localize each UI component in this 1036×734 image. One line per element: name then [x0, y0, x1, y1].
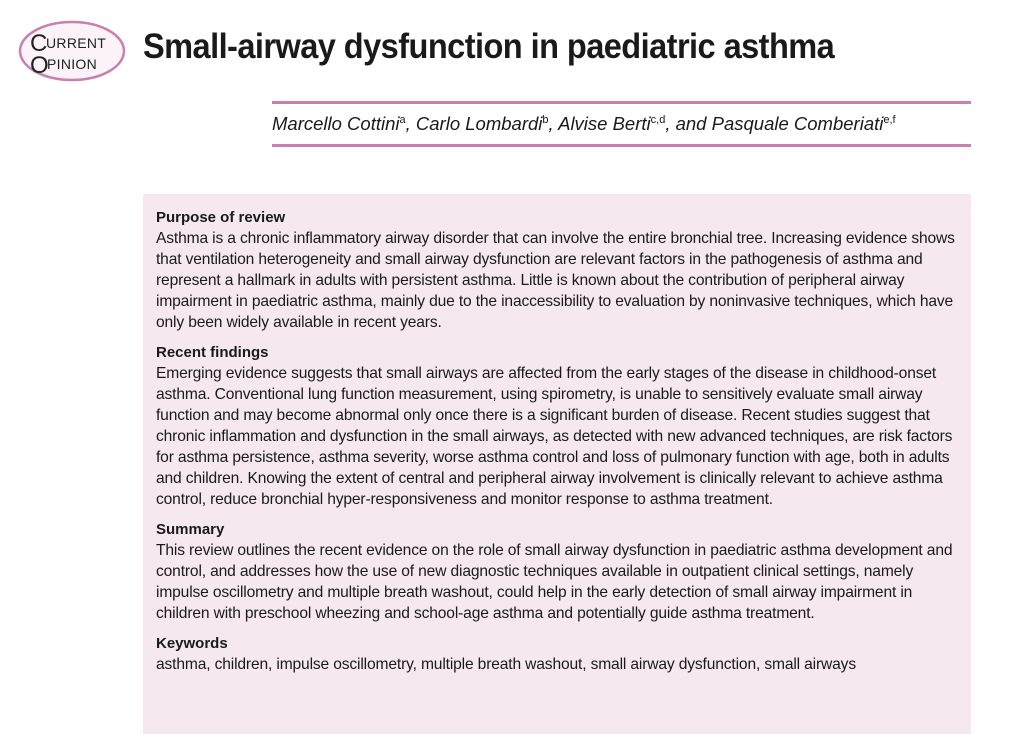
journal-logo-mark: [18, 20, 126, 82]
logo-line2: PINION: [47, 56, 98, 72]
authors-block: [272, 101, 971, 147]
author[interactable]: Alvise Berti$^{c,d}$: [558, 113, 666, 134]
author-list: Marcello Cottini$^a$, Carlo Lombardi$^b$, Alvise Berti$^{c,d}$, and Pasquale Comberiati$^{e,f}$: [272, 113, 896, 134]
logo-initial-c: C: [30, 30, 48, 57]
logo-initial-o: O: [30, 52, 49, 79]
keywords-text: asthma, children, impulse oscillometry, multiple breath washout, small airway dysfunction, small airways: [156, 656, 856, 673]
author[interactable]: Marcello Cottini$^a$: [272, 113, 406, 134]
findings-text: Emerging evidence suggests that small airways are affected from the early stages of the disease in childhood-onset asthma. Conventional lung function measurement, using spirometry, is unable to sensitively evaluate small airway function and may become abnormal only once there is a significant burden of disease. Recent studies suggest that chronic inflammation and dysfunction in the small airways, as detected with new advanced techniques, are risk factors for asthma persistence, asthma severity, worse asthma control and loss of pulmonary function with age, both in adults and children. Knowing the extent of central and peripheral airway involvement is clinically relevant to achieve asthma control, reduce bronchial hyper-responsiveness and monitor response to asthma treatment.: [156, 365, 953, 508]
journal-logo: [18, 20, 126, 82]
author[interactable]: Pasquale Comberiati$^{e,f}$: [711, 113, 896, 134]
keywords-heading: Keywords: [156, 635, 228, 652]
purpose-text: Asthma is a chronic inflammatory airway disorder that can involve the entire bronchial tree. Increasing evidence shows that ventilation heterogeneity and small airway dysfunction are relevant factors in the pathogenesis of asthma and represent a hallmark in adults with persistent asthma. Little is known about the contribution of peripheral airway impairment in paediatric asthma, mainly due to the inaccessibility to evaluation by noninvasive techniques, which have only been widely available in recent years.: [156, 230, 955, 331]
summary-heading: Summary: [156, 521, 225, 538]
keywords-section: [156, 634, 959, 675]
article-title: Small-airway dysfunction in paediatric asthma: [143, 27, 835, 66]
summary-text: This review outlines the recent evidence on the role of small airway dysfunction in paediatric asthma development and control, and addresses how the use of new diagnostic techniques available in outpatient clinical settings, namely impulse oscillometry and multiple breath washout, could help in the early detection of small airway impairment in children with preschool wheezing and school-age asthma and potentially guide asthma treatment.: [156, 542, 953, 622]
abstract-box: [143, 194, 971, 734]
findings-section: [156, 343, 959, 510]
purpose-section: [156, 208, 959, 333]
logo-line1: URRENT: [46, 35, 107, 51]
summary-section: [156, 520, 959, 624]
author[interactable]: Carlo Lombardi$^b$: [415, 113, 549, 134]
purpose-heading: Purpose of review: [156, 209, 286, 226]
findings-heading: Recent findings: [156, 344, 269, 361]
